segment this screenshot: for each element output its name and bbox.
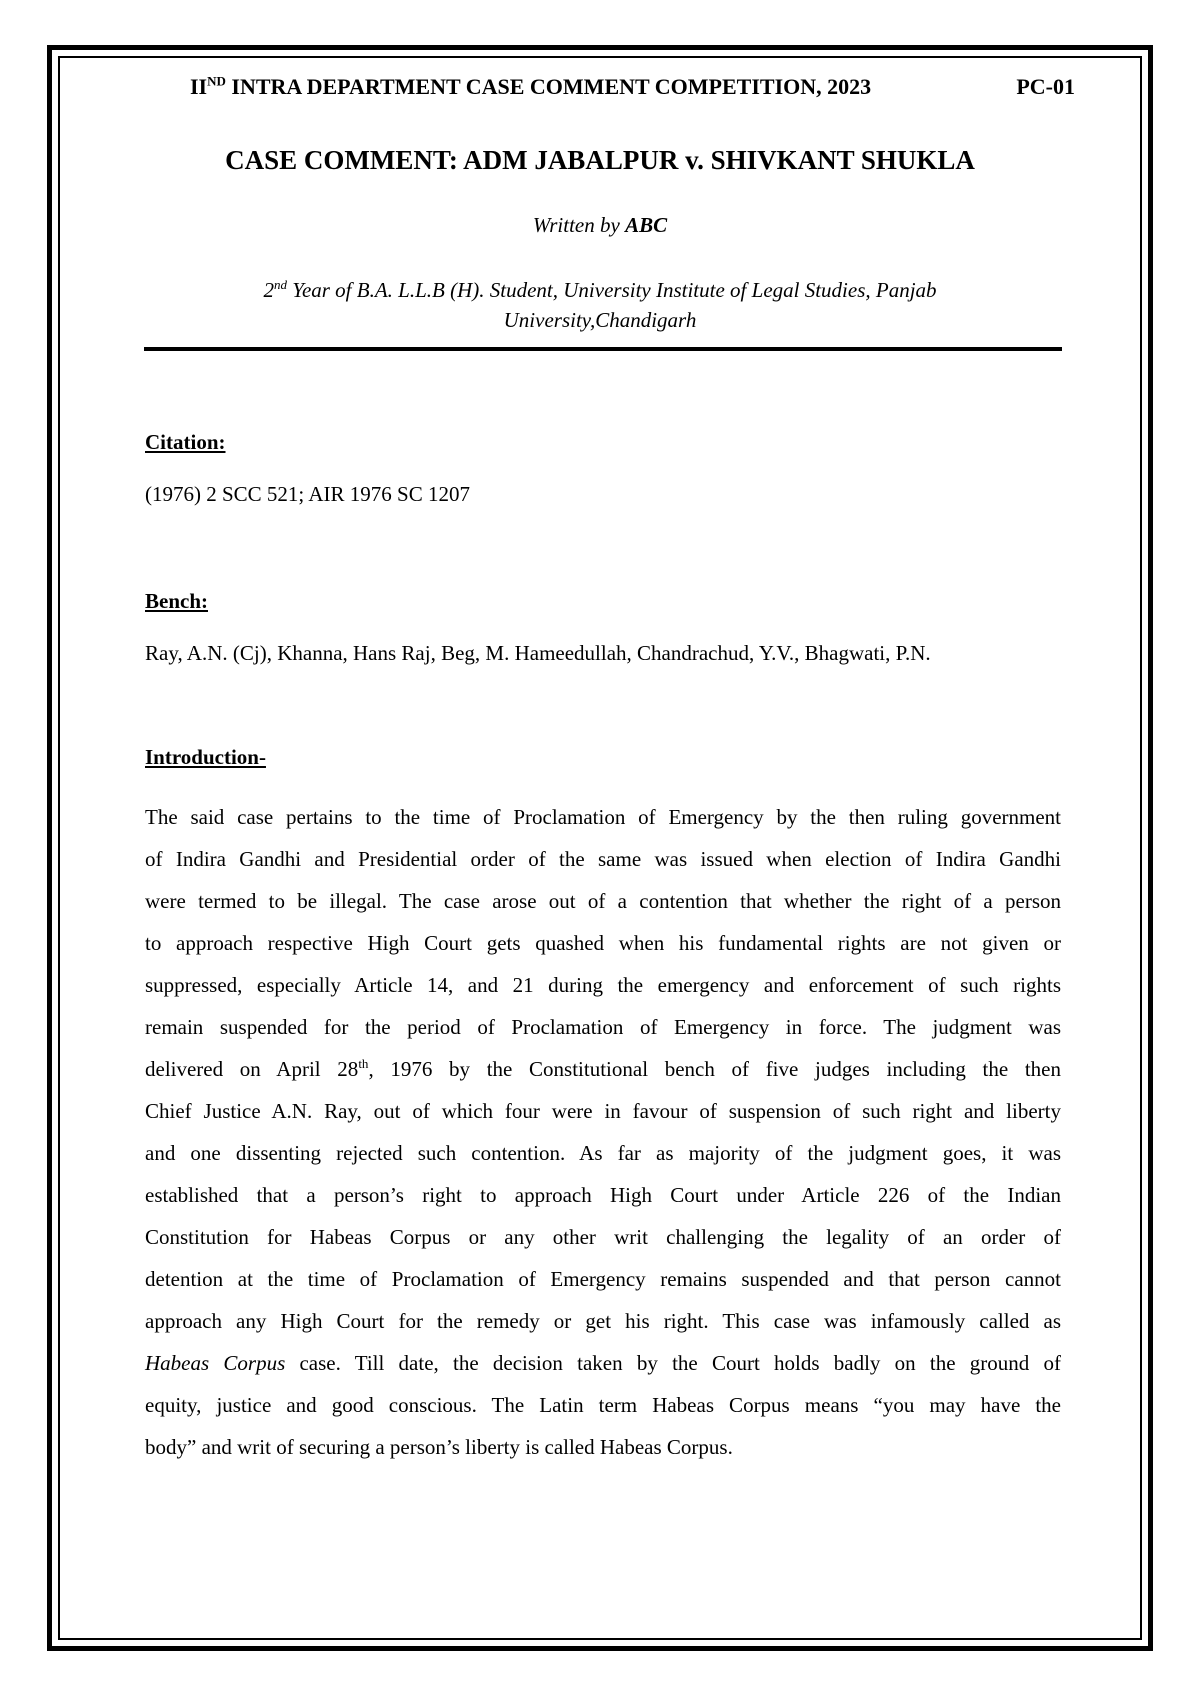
intro-line-part: case. Till date, the decision taken by the Court holds badly on the ground of xyxy=(285,1351,1061,1375)
intro-line: remain suspended for the period of Proclamation of Emergency in force. The judgment was xyxy=(145,1015,1061,1039)
intro-line: to approach respective High Court gets quashed when his fundamental rights are not given or xyxy=(145,931,1061,955)
intro-line: equity, justice and good conscious. The Latin term Habeas Corpus means “you may have the xyxy=(145,1393,1061,1417)
competition-header xyxy=(190,74,1075,106)
header-roman: II xyxy=(190,74,208,99)
date-ordinal-sup: th xyxy=(358,1056,369,1071)
author-name: ABC xyxy=(625,213,668,237)
header-roman-sup: ND xyxy=(207,73,226,89)
citation-heading: Citation: xyxy=(145,430,226,454)
intro-line xyxy=(145,1048,1061,1090)
intro-line: and one dissenting rejected such contention. As far as majority of the judgment goes, it was xyxy=(145,1141,1061,1165)
intro-line: established that a person’s right to approach High Court under Article 226 of the Indian xyxy=(145,1183,1061,1207)
intro-line: Chief Justice A.N. Ray, out of which four were in favour of suspension of such right and liberty xyxy=(145,1099,1061,1123)
entry-code: PC-01 xyxy=(1016,74,1075,99)
intro-line: body” and writ of securing a person’s liberty is called Habeas Corpus. xyxy=(145,1435,733,1459)
header-divider xyxy=(144,347,1062,351)
affiliation-line2: University,Chandigarh xyxy=(503,308,697,332)
intro-line: The said case pertains to the time of Proclamation of Emergency by the then ruling government xyxy=(145,805,1061,829)
author-affiliation xyxy=(144,275,1056,335)
intro-line: were termed to be illegal. The case arose out of a contention that whether the right of a person xyxy=(145,889,1061,913)
intro-line: suppressed, especially Article 14, and 21 during the emergency and enforcement of such rights xyxy=(145,973,1061,997)
introduction-heading: Introduction- xyxy=(145,745,266,769)
intro-line: detention at the time of Proclamation of Emergency remains suspended and that person cannot xyxy=(145,1267,1061,1291)
affiliation-year-sup: nd xyxy=(273,277,287,292)
author-line xyxy=(144,213,1056,238)
intro-line-part: , 1976 by the Constitutional bench of five judges including the then xyxy=(368,1057,1061,1081)
competition-name xyxy=(190,74,871,100)
affiliation-line1: Year of B.A. L.L.B (H). Student, University Institute of Legal Studies, Panjab xyxy=(286,278,937,302)
intro-line xyxy=(145,1342,1061,1384)
intro-line: of Indira Gandhi and Presidential order of the same was issued when election of Indira Gandhi xyxy=(145,847,1061,871)
intro-line: approach any High Court for the remedy or get his right. This case was infamously called as xyxy=(145,1309,1061,1333)
author-prefix: Written by xyxy=(532,213,626,237)
header-competition-text: INTRA DEPARTMENT CASE COMMENT COMPETITION, 2023 xyxy=(225,74,872,99)
citation-text: (1976) 2 SCC 521; AIR 1976 SC 1207 xyxy=(145,482,470,506)
bench-heading: Bench: xyxy=(145,589,208,613)
habeas-corpus-italic: Habeas Corpus xyxy=(145,1351,286,1375)
intro-line-part: delivered on April 28 xyxy=(145,1057,359,1081)
case-title: CASE COMMENT: ADM JABALPUR v. SHIVKANT SHUKLA xyxy=(225,145,975,175)
bench-text: Ray, A.N. (Cj), Khanna, Hans Raj, Beg, M. Hameedullah, Chandrachud, Y.V., Bhagwati, P.N. xyxy=(145,641,931,665)
introduction-paragraph xyxy=(145,796,1061,1468)
affiliation-year: 2 xyxy=(263,278,274,302)
intro-line: Constitution for Habeas Corpus or any other writ challenging the legality of an order of xyxy=(145,1225,1061,1249)
